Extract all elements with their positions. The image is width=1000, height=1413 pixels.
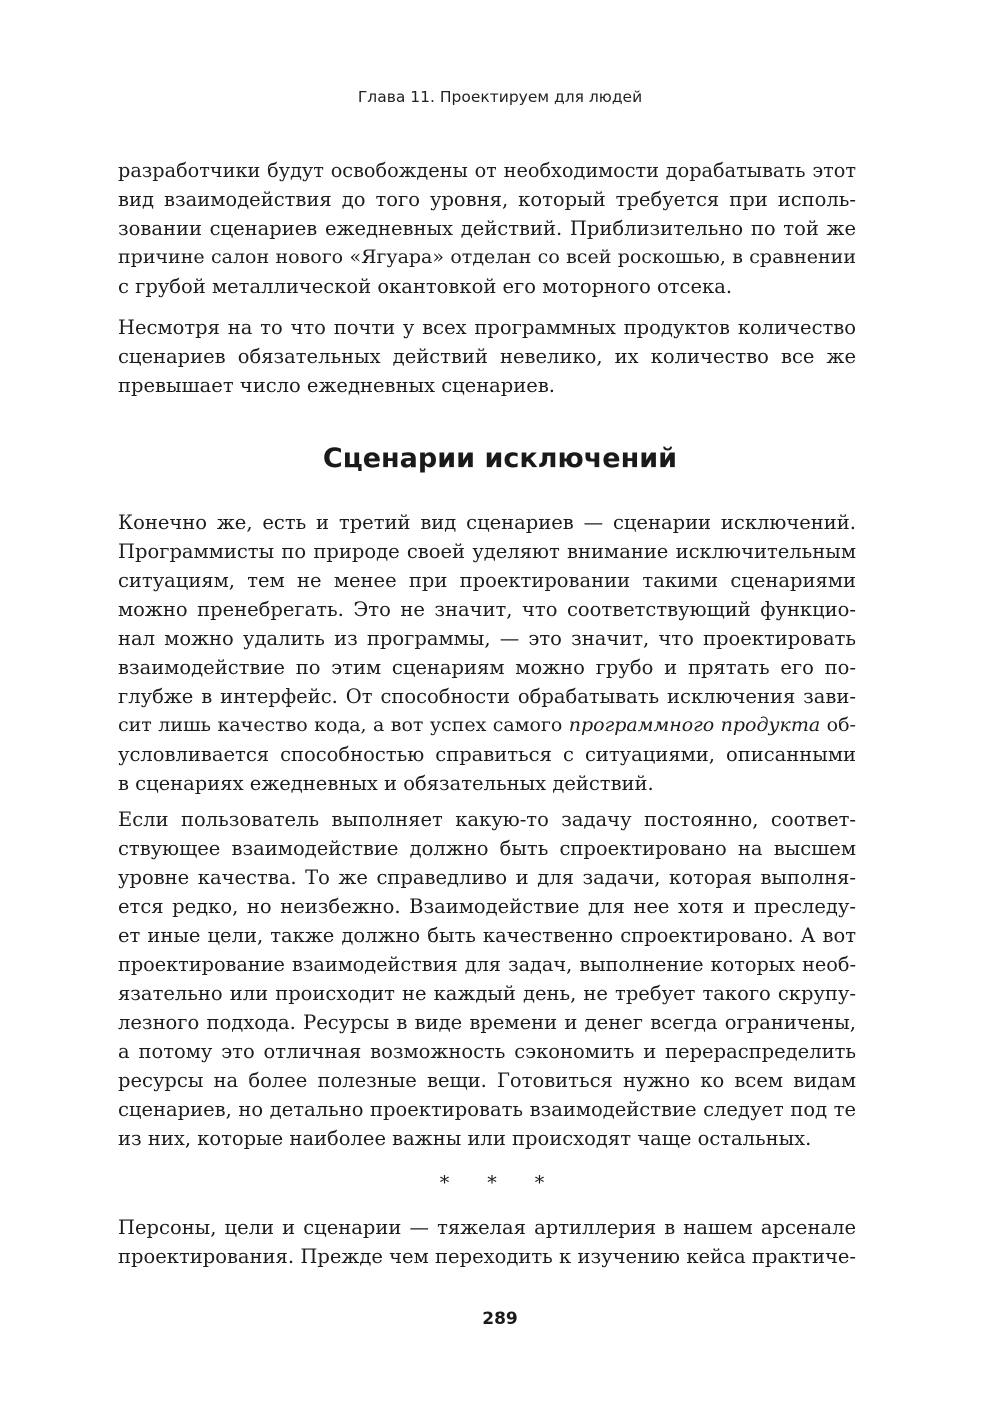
paragraph-line: проектирования. Прежде чем переходить к изучению кейса практиче- — [118, 1245, 856, 1268]
paragraph-line: можно пренебрегать. Это не значит, что соответствующий функцио- — [118, 598, 856, 621]
paragraph-line: Персоны, цели и сценарии — тяжелая артиллерия в нашем арсенале — [118, 1216, 856, 1239]
paragraph-line: превышает число ежедневных сценариев. — [118, 374, 556, 397]
paragraph-line: условливается способностью справиться с ситуациями, описанными — [118, 743, 856, 766]
paragraph-line: взаимодействие по этим сценариям можно грубо и прятать его по- — [118, 656, 856, 679]
paragraph-line: Если пользователь выполняет какую-то задачу постоянно, соответ- — [118, 808, 856, 831]
paragraph-line: причине салон нового «Ягуара» отделан со всей роскошью, в сравнении — [118, 246, 856, 268]
paragraph-line: в сценариях ежедневных и обязательных действий. — [118, 772, 654, 795]
paragraph-3 — [118, 508, 856, 798]
emphasis-text: программного продукта — [568, 714, 821, 736]
paragraph-5 — [118, 1213, 856, 1271]
paragraph-line: лезного подхода. Ресурсы в виде времени и денег всегда ограничены, — [118, 1011, 856, 1034]
section-break-asterism: * * * — [439, 1172, 561, 1194]
paragraph-text: об- — [820, 714, 856, 736]
page-number: 289 — [482, 1309, 518, 1329]
paragraph-line: нал можно удалить из программы, — это значит, что проектировать — [118, 627, 856, 650]
paragraph-line: проектирование взаимодействия для задач, выполнение которых необ- — [118, 953, 856, 976]
running-head: Глава 11. Проектируем для людей — [357, 88, 643, 106]
paragraph-line: из них, которые наиболее важны или происходят чаще остальных. — [118, 1127, 812, 1150]
paragraph-1 — [118, 156, 856, 301]
paragraph-line: а потому это отличная возможность сэкономить и перераспределить — [118, 1040, 856, 1063]
paragraph-line: зовании сценариев ежедневных действий. Приблизительно по той же — [118, 217, 856, 240]
paragraph-line: ется редко, но неизбежно. Взаимодействие для нее хотя и преследу- — [118, 895, 856, 918]
section-heading: Сценарии исключений — [322, 443, 678, 474]
paragraph-line-with-emphasis — [118, 711, 856, 740]
paragraph-line: ет иные цели, также должно быть качественно спроектировано. А вот — [118, 924, 856, 947]
paragraph-line: глубже в интерфейс. От способности обрабатывать исключения зави- — [118, 685, 856, 708]
paragraph-line: ситуациям, тем не менее при проектировании такими сценариями — [118, 569, 856, 592]
paragraph-line: уровне качества. То же справедливо и для задачи, которая выполня- — [118, 866, 856, 889]
paragraph-line: с грубой металлической окантовкой его моторного отсека. — [118, 275, 733, 298]
paragraph-line: ресурсы на более полезные вещи. Готовиться нужно ко всем видам — [118, 1069, 856, 1092]
paragraph-line: Конечно же, есть и третий вид сценариев — сценарии исключений. — [118, 511, 856, 534]
paragraph-line: сценариев, но детально проектировать взаимодействие следует под те — [118, 1098, 856, 1121]
paragraph-line: Программисты по природе своей уделяют внимание исключительным — [118, 540, 856, 563]
paragraph-4 — [118, 805, 856, 1153]
paragraph-line: язательно или происходит не каждый день, не требует такого скрупу- — [118, 982, 856, 1005]
paragraph-line: вид взаимодействия до того уровня, который требуется при исполь- — [118, 188, 856, 211]
paragraph-line: сценариев обязательных действий невелико, их количество все же — [118, 345, 856, 368]
paragraph-2 — [118, 313, 856, 400]
paragraph-line: разработчики будут освобождены от необходимости дорабатывать этот — [118, 159, 856, 182]
paragraph-line: Несмотря на то что почти у всех программных продуктов количество — [118, 316, 856, 339]
paragraph-text: сит лишь качество кода, а вот успех самого — [118, 714, 569, 736]
paragraph-line: ствующее взаимодействие должно быть спроектировано на высшем — [118, 837, 856, 860]
